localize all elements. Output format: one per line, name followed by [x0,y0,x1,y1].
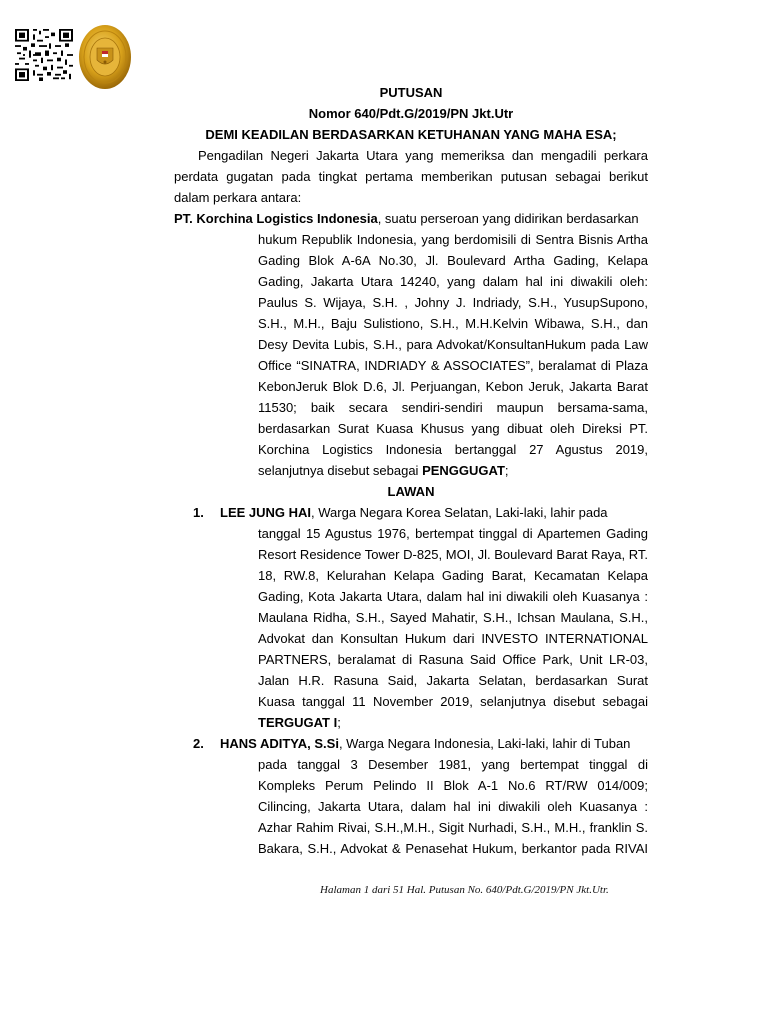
court-seal-icon [78,24,132,90]
court-motto: DEMI KEADILAN BERDASARKAN KETUHANAN YANG MAHA ESA; [205,127,617,142]
defendant-2-details [174,754,648,859]
defendant-1-body: tanggal 15 Agustus 1976, bertempat tinggal di Apartemen Gading Resort Residence Tower D-825, MOI, Jl. Boulevard Barat Raya, RT. 18, RW.8, Kelurahan Kelapa Gading Barat, Kecamatan Kelapa Gading, Kota Jakarta Utara, dalam hal ini diwakili oleh Kuasanya : Maulana Ridha, S.H., Sayed Mahatir, S.H., Ichsan Maulana, S.H., Advokat dan Konsultan Hukum dari INVESTO INTERNATIONAL PARTNERS, beralamat di Rasuna Said Office Park, Unit LR-03, Jalan H.R. Rasuna Said, Jakarta Selatan, berdasarkan Surat Kuasa tanggal 11 November 2019, selanjutnya disebut sebagai [258,526,648,709]
defendant-1-role: TERGUGAT I [258,715,338,730]
intro-paragraph: Pengadilan Negeri Jakarta Utara yang memeriksa dan mengadili perkara perdata gugatan pada tingkat pertama memberikan putusan sebagai berikut dalam perkara antara: [174,148,648,205]
lawan-heading: LAWAN [387,484,435,499]
defendant-2-name: HANS ADITYA, S.Si [220,736,339,751]
defendant-1-first-line-text: , Warga Negara Korea Selatan, Laki-laki, lahir pada [311,505,608,520]
defendant-2-body: pada tanggal 3 Desember 1981, yang bertempat tinggal di Kompleks Perum Pelindo II Blok A-1 No.6 RT/RW 014/009; Cilincing, Jakarta Utara, dalam hal ini diwakili oleh Kuasanya : Azhar Rahim Rivai, S.H.,M.H., Sigit Nurhadi, S.H., M.H., franklin S. Bakara, S.H., Advokat & Penasehat Hukum, berkantor pada RIVAI [258,757,648,856]
defendant-item-1 [174,502,648,733]
qr-code-icon [15,29,73,81]
defendant-1-number: 1. [193,505,204,520]
page-footer: Halaman 1 dari 51 Hal. Putusan No. 640/Pdt.G/2019/PN Jkt.Utr. [320,884,609,896]
defendant-1-details [174,523,648,733]
defendant-2-number: 2. [193,736,204,751]
plaintiff-details [174,229,648,481]
defendant-1-role-end: ; [337,715,341,730]
defendant-2-first-line-text: , Warga Negara Indonesia, Laki-laki, lahir di Tuban [338,736,631,751]
plaintiff-role: PENGGUGAT [422,463,505,478]
plaintiff-name: PT. Korchina Logistics Indonesia [174,211,378,226]
defendant-1-name: LEE JUNG HAI [220,505,312,520]
plaintiff-role-end: ; [504,463,509,478]
plaintiff-body: hukum Republik Indonesia, yang berdomisili di Sentra Bisnis Artha Gading Blok A-6A No.30, Jl. Boulevard Artha Gading, Kelapa Gading, Jakarta Utara 14240, yang dalam hal ini diwakili oleh: Paulus S. Wijaya, S.H. , Johny J. Indriady, S.H., YusupSupono, S.H., M.H., Baju Sulistiono, S.H., M.H.Kelvin Wibawa, S.H., dan Desy Devita Lubis, S.H., para Advokat/KonsultanHukum pada Law Office “SINATRA, INDRIADY & ASSOCIATES”, beralamat di Plaza KebonJeruk Blok D.6, Jl. Perjuangan, Kebon Jeruk, Jakarta Barat 11530; baik secara sendiri-sendiri maupun bersama-sama, berdasarkan Surat Kuasa Khusus yang dibuat oleh Direksi PT. Korchina Logistics Indonesia bertanggal 27 Agustus 2019, selanjutnya disebut sebagai [258,232,648,478]
plaintiff-first-line-text: , suatu perseroan yang didirikan berdasarkan [377,211,639,226]
document-body [174,82,648,859]
defendant-1-first-line [174,502,648,523]
defendant-2-first-line [174,733,648,754]
plaintiff-first-line [174,208,648,229]
document-title: PUTUSAN [379,85,443,100]
case-number: Nomor 640/Pdt.G/2019/PN Jkt.Utr [308,106,514,121]
defendant-item-2 [174,733,648,859]
